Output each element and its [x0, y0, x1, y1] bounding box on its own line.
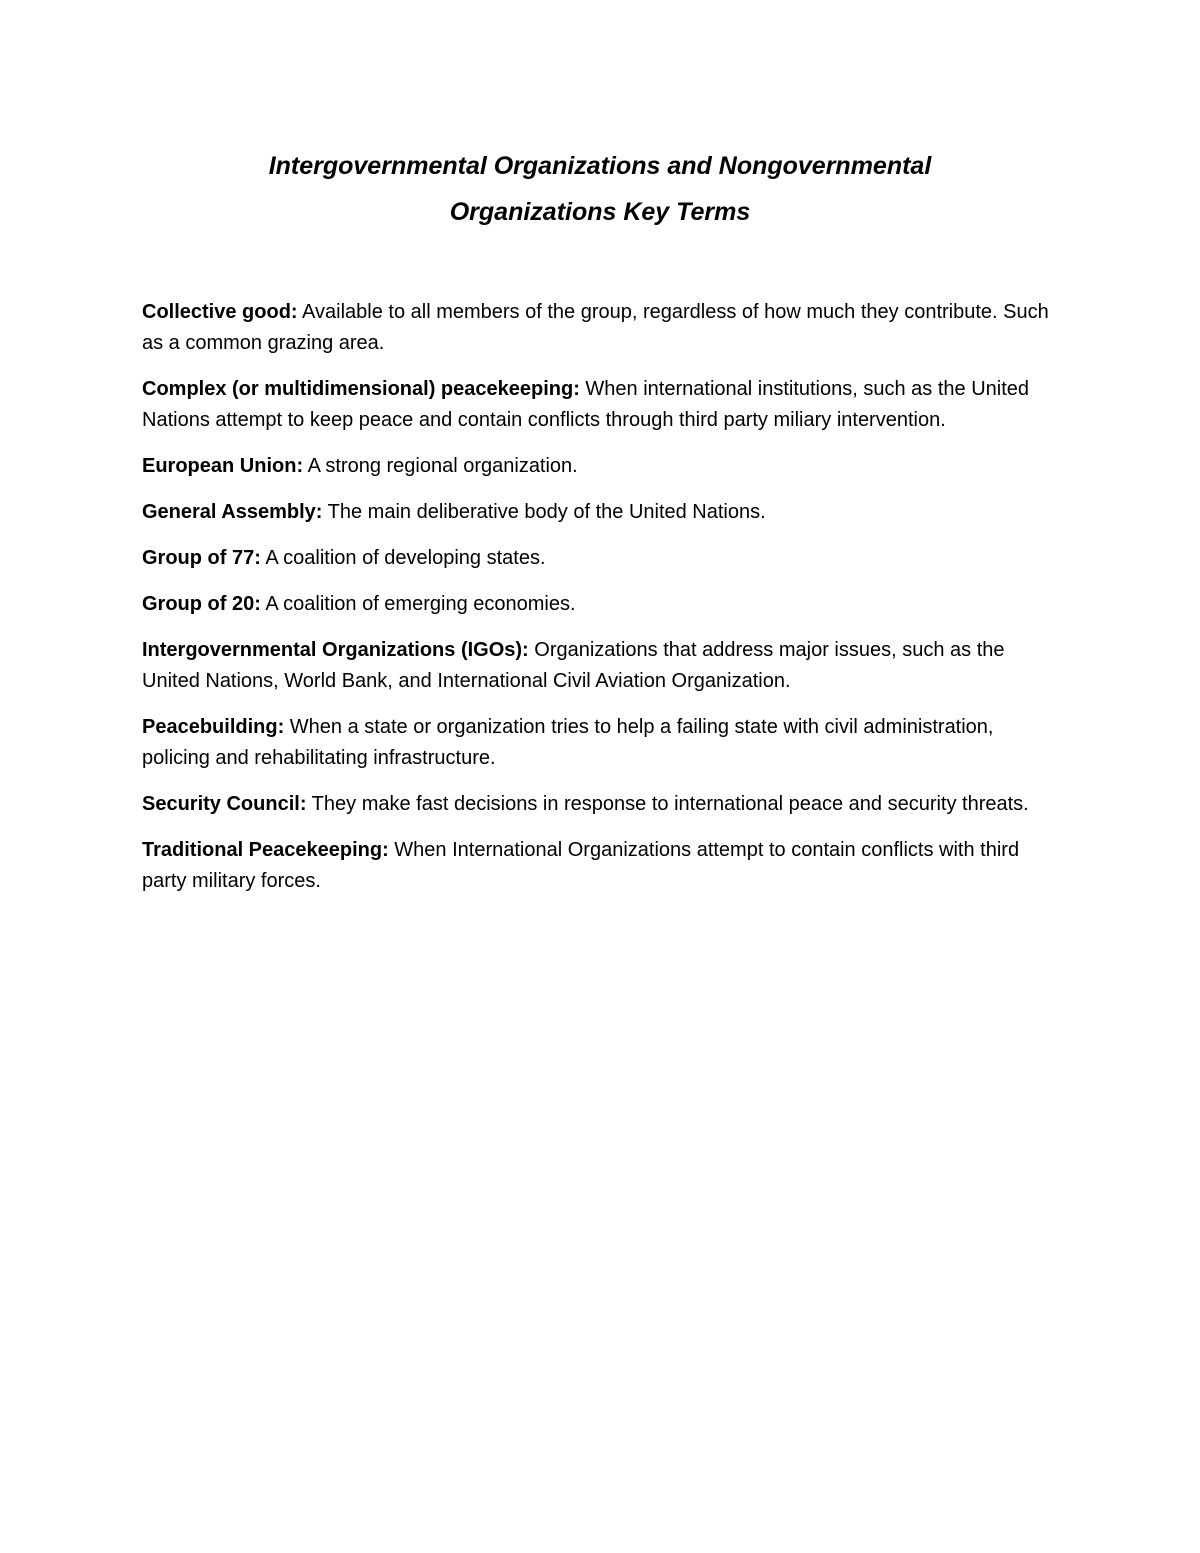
- term-definition: They make fast decisions in response to international peace and security threats.: [306, 793, 1029, 815]
- title-line-1: Intergovernmental Organizations and Nongovernmental: [268, 152, 932, 180]
- term-group-of-77: [142, 543, 1062, 574]
- term-collective-good: [142, 297, 1062, 359]
- term-name: Group of 20:: [142, 593, 261, 615]
- term-definition: When a state or organization tries to help a failing state with civil administration, policing and rehabilitating infrastructure.: [142, 716, 994, 769]
- title-line-2: Organizations Key Terms: [449, 198, 751, 226]
- term-name: Intergovernmental Organizations (IGOs):: [142, 639, 529, 661]
- term-name: Group of 77:: [142, 547, 261, 569]
- term-european-union: [142, 451, 1062, 482]
- term-definition: Organizations that address major issues, such as the United Nations, World Bank, and International Civil Aviation Organization.: [142, 639, 1005, 692]
- key-terms-list: [142, 297, 1062, 912]
- term-definition: The main deliberative body of the United Nations.: [322, 501, 766, 523]
- term-definition: A coalition of developing states.: [260, 547, 546, 569]
- term-name: Peacebuilding:: [142, 716, 285, 738]
- term-definition: When international institutions, such as the United Nations attempt to keep peace and contain conflicts through third party miliary intervention.: [142, 378, 1030, 431]
- term-definition: When International Organizations attempt to contain conflicts with third party military forces.: [142, 839, 1020, 892]
- term-name: General Assembly:: [142, 501, 323, 523]
- term-name: Collective good:: [142, 301, 298, 323]
- term-definition: Available to all members of the group, regardless of how much they contribute. Such as a common grazing area.: [142, 301, 1049, 354]
- term-peacebuilding: [142, 712, 1062, 774]
- term-definition: A coalition of emerging economies.: [260, 593, 576, 615]
- term-name: Security Council:: [142, 793, 307, 815]
- term-name: Traditional Peacekeeping:: [142, 839, 389, 861]
- document-title: [140, 143, 1060, 235]
- term-security-council: [142, 789, 1062, 820]
- term-complex-peacekeeping: [142, 374, 1062, 436]
- term-name: Complex (or multidimensional) peacekeeping:: [142, 378, 580, 400]
- term-name: European Union:: [142, 455, 304, 477]
- term-igos: [142, 635, 1062, 697]
- term-definition: A strong regional organization.: [303, 455, 578, 477]
- term-traditional-peacekeeping: [142, 835, 1062, 897]
- term-group-of-20: [142, 589, 1062, 620]
- term-general-assembly: [142, 497, 1062, 528]
